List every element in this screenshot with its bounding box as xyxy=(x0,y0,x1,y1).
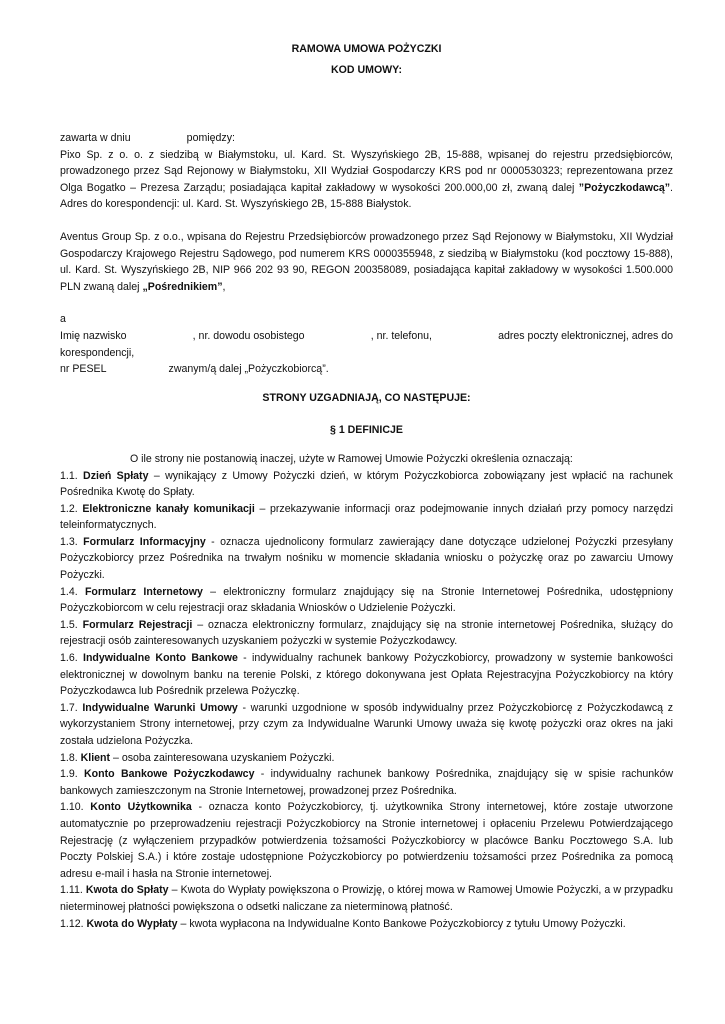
definition-item xyxy=(60,468,673,501)
definition-text: – kwota wypłacona na Indywidualne Konto Bankowe Pożyczkobiorcy z tytułu Umowy Pożyczki. xyxy=(177,917,626,930)
definition-term: Indywidualne Warunki Umowy xyxy=(82,701,238,714)
definition-number: 1.12. xyxy=(60,917,87,930)
definition-term: Konto Użytkownika xyxy=(90,801,192,814)
definition-item xyxy=(60,617,673,650)
definition-term: Kwota do Wypłaty xyxy=(86,917,178,930)
document-title: RAMOWA UMOWA POŻYCZKI xyxy=(291,43,442,55)
borrower-called-label: zwanym/ą dalej „Pożyczkobiorcą”. xyxy=(168,363,329,376)
borrower-name-label: Imię nazwisko xyxy=(60,329,127,342)
definition-item xyxy=(60,750,673,767)
agent-paragraph xyxy=(60,229,673,295)
definition-item xyxy=(60,799,673,882)
definition-text: - warunki uzgodnione w sposób indywidualny przez Pożyczkobiorcę z Pożyczkodawcą z wykorzystaniem Strony internetowej, przy czym za Indywidualne Warunki Umowy uważa się kwotę pożyczki oraz okres na jaki została udzielona Pożyczka. xyxy=(60,701,673,747)
concluded-on-label: zawarta w dniu xyxy=(60,132,131,144)
definition-text: - oznacza ujednolicony formularz zawierający dane dotyczące udzielonej Pożyczki przesyłany Pożyczkobiorcy przez Pośrednika na trwałym nośniku w momencie składania wniosku o pożyczkę oraz po zawarciu Umowy Pożyczki. xyxy=(60,535,673,582)
definition-number: 1.1. xyxy=(60,469,84,482)
definition-number: 1.3. xyxy=(60,535,84,548)
definition-item xyxy=(60,766,673,799)
contract-code-label: KOD UMOWY: xyxy=(330,64,402,76)
lender-name: ”Pożyczkodawcą” xyxy=(578,181,671,194)
definition-text: – przekazywanie informacji oraz podejmowanie innych działań przy pomocy narzędzi teleinformatycznych. xyxy=(60,502,673,532)
definition-item xyxy=(60,650,673,700)
definition-term: Indywidualne Konto Bankowe xyxy=(83,652,238,665)
definition-term: Elektroniczne kanały komunikacji xyxy=(82,502,255,515)
agent-text-end: , xyxy=(222,280,226,293)
agent-name: „Pośrednikiem” xyxy=(142,280,223,293)
definition-text: - indywidualny rachunek bankowy Pożyczkobiorcy, prowadzony w systemie bankowości elektronicznej w dowolnym banku na terenie Polski, z którego dokonywana jest Opłata Rejestracyjna Pożyczkobiorcy na który Pożyczkodawca lub Pośrednik przelewa Pożyczkę. xyxy=(60,652,673,698)
definition-number: 1.4. xyxy=(60,585,85,598)
definition-term: Formularz Rejestracji xyxy=(82,618,193,631)
between-label: pomiędzy: xyxy=(186,132,235,144)
definition-text: – wynikający z Umowy Pożyczki dzień, w którym Pożyczkobiorca zobowiązany jest wpłacić na rachunek Pośrednika Kwotę do Spłaty. xyxy=(60,469,673,499)
and-label: a xyxy=(60,313,66,326)
definition-item xyxy=(60,882,673,915)
definition-term: Formularz Informacyjny xyxy=(83,535,206,548)
definition-number: 1.6. xyxy=(60,652,83,665)
definition-item xyxy=(60,916,673,933)
lender-paragraph xyxy=(60,147,673,213)
definition-term: Formularz Internetowy xyxy=(84,585,203,598)
definition-number: 1.5. xyxy=(60,618,83,631)
definitions-list xyxy=(60,468,673,933)
intro-date-line xyxy=(60,130,673,147)
definition-text: – elektroniczny formularz znajdujący się na Stronie Internetowej Pośrednika, udostępniony Pożyczkobiorcom w celu rejestracji oraz składania Wniosków o Udzielenie Pożyczki. xyxy=(60,585,673,615)
section-heading: § 1 DEFINICJE xyxy=(329,424,403,437)
definition-text: - indywidualny rachunek bankowy Pośrednika, znajdujący się w spisie rachunków bankowych zamieszczonym na Stronie Internetowej, prowadzonej przez Pośrednika. xyxy=(60,768,673,797)
borrower-address-label: korespondencji, xyxy=(60,346,135,359)
definition-number: 1.2. xyxy=(60,502,83,515)
borrower-id-label: , nr. dowodu osobistego xyxy=(192,329,305,342)
definition-term: Konto Bankowe Pożyczkodawcy xyxy=(84,768,255,781)
definition-term: Kwota do Spłaty xyxy=(85,884,169,897)
borrower-pesel-line xyxy=(60,361,673,378)
definition-item xyxy=(60,501,673,534)
definition-item xyxy=(60,700,673,750)
definition-item xyxy=(60,534,673,584)
borrower-email-label: adres poczty elektronicznej, adres do xyxy=(498,329,673,342)
definition-term: Dzień Spłaty xyxy=(83,469,149,482)
definition-number: 1.11. xyxy=(60,884,86,897)
agreement-heading: STRONY UZGADNIAJĄ, CO NASTĘPUJE: xyxy=(262,391,471,404)
lender-text: Pixo Sp. z o. o. z siedzibą w Białymstoku, ul. Kard. St. Wyszyńskiego 2B, 15-888, wpisanej do rejestru przedsiębiorców, prowadzonego przez Sąd Rejonowy w Białymstoku, XII Wydział Gospodarczy KRS pod nr 0000530323; reprezentowana przez Olga Bogatko – Prezesa Zarządu; posiadająca kapitał zakładowy w wysokości 200.000,00 zł, zwaną dalej xyxy=(60,148,673,194)
definition-number: 1.8. xyxy=(60,751,81,764)
definition-number: 1.7. xyxy=(60,701,83,714)
borrower-line xyxy=(60,328,673,345)
definition-text: – oznacza elektroniczny formularz, znajdujący się na stronie internetowej Pośrednika, służący do rejestracji osób zainteresowanych uzyskaniem pożyczki w systemie Pożyczkodawcy. xyxy=(60,618,673,648)
definition-number: 1.10. xyxy=(60,801,91,814)
agent-text: Aventus Group Sp. z o.o., wpisana do Rejestru Przedsiębiorców prowadzonego przez Sąd Rejonowy w Białymstoku, XII Wydział Gospodarczy Krajowego Rejestru Sądowego, pod numerem KRS 0000355948, z siedzibą w Białymstoku (kod pocztowy 15-888), ul. Kard. St. Wyszyńskiego 2B, NIP 966 202 93 90, REGON 200358089, posiadająca kapitał zakładowy w wysokości 1.500.000 PLN zwaną dalej xyxy=(60,230,673,293)
definition-text: – Kwota do Wypłaty powiększona o Prowizję, o której mowa w Ramowej Umowie Pożyczki, a w przypadku nieterminowej płatności powiększona o odsetki naliczane za nieterminową płatność. xyxy=(60,884,673,913)
definition-number: 1.9. xyxy=(60,768,85,781)
definition-text: – osoba zainteresowana uzyskaniem Pożyczki. xyxy=(110,751,335,764)
contract-page xyxy=(60,38,673,932)
borrower-pesel-label: nr PESEL xyxy=(60,363,107,376)
borrower-phone-label: , nr. telefonu, xyxy=(370,329,432,342)
definitions-intro: O ile strony nie postanowią inaczej, użyte w Ramowej Umowie Pożyczki określenia oznaczają: xyxy=(130,452,573,465)
definition-text: - oznacza konto Pożyczkobiorcy, tj. użytkownika Strony internetowej, które zostaje utworzone automatycznie po przeprowadzeniu rejestracji Pożyczkobiorcy na Stronie internetowej i opłaceniu Przelewu Potwierdzającego Rejestrację (z wyłączeniem przypadków potwierdzenia tożsamości Pożyczkobiorcy w placówce Banku Pocztowego S.A. lub Poczty Polskiej S.A.) i które zostaje udostępnione Pożyczkobiorcy po potwierdzeniu tożsamości przez Pośrednika za pomocą adresu e-mail i hasła na Stronie internetowej. xyxy=(60,801,673,880)
definition-item xyxy=(60,584,673,617)
definition-term: Klient xyxy=(80,751,111,764)
lender-address: . Adres do korespondencji: ul. Kard. St. Wyszyńskiego 2B, 15-888 Białystok. xyxy=(60,181,673,211)
